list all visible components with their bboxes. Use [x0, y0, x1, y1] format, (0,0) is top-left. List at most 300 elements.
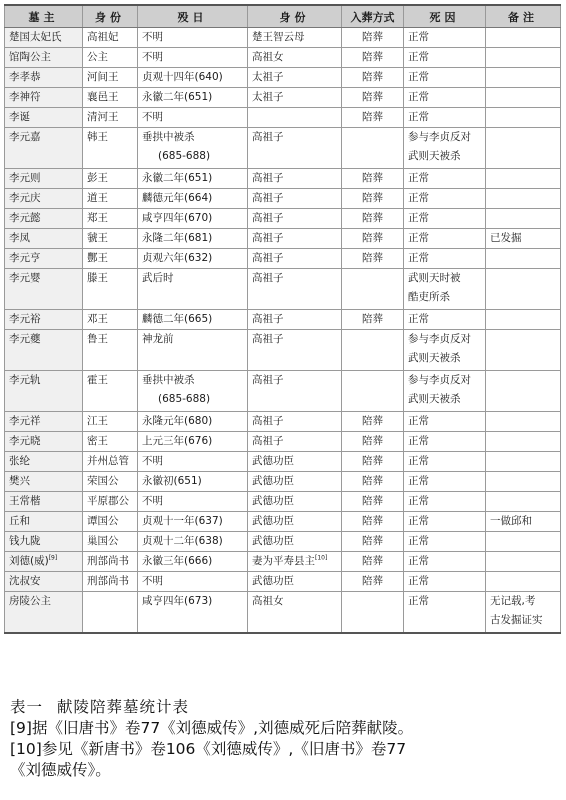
tomb-owner-name: 楚国太妃氏: [9, 31, 62, 43]
caption-title: 献陵陪葬墓统计表: [57, 698, 190, 716]
cell-death-date: [138, 68, 248, 88]
identity-text: 高祖子: [252, 131, 284, 143]
footnote-ref: [10]: [315, 554, 328, 562]
cell-remarks: [486, 532, 561, 552]
cell-burial-method: [342, 209, 404, 229]
cell-title: [83, 68, 138, 88]
tomb-owner-name: 李元嘉: [9, 131, 41, 143]
title-text: 虢王: [87, 232, 108, 244]
identity-text: 太祖子: [252, 91, 284, 103]
cell-tomb-owner: [5, 512, 83, 532]
cell-identity: [248, 572, 342, 592]
tomb-owner-name: 李凤: [9, 232, 30, 244]
death-date-text: 上元三年(676): [142, 435, 213, 447]
cell-remarks: [486, 592, 561, 634]
cell-cause-of-death: [404, 371, 486, 412]
cause-text: 武则天被杀: [408, 393, 461, 405]
table-body: [5, 28, 561, 634]
cell-identity: [248, 371, 342, 412]
tomb-owner-name: 王常楷: [9, 495, 41, 507]
cell-cause-of-death: [404, 472, 486, 492]
death-date-text: 贞观十二年(638): [142, 535, 223, 547]
cell-cause-of-death: [404, 128, 486, 169]
cell-tomb-owner: [5, 229, 83, 249]
cell-title: [83, 592, 138, 634]
cell-identity: [248, 128, 342, 169]
cell-identity: [248, 68, 342, 88]
tomb-statistics-table: [4, 4, 561, 634]
cell-burial-method: [342, 88, 404, 108]
death-date-text: 贞观十一年(637): [142, 515, 223, 527]
burial-method-text: 陪葬: [362, 515, 383, 527]
table-row: [5, 330, 561, 371]
cell-tomb-owner: [5, 472, 83, 492]
death-date-text: 不明: [142, 31, 163, 43]
cell-identity: [248, 310, 342, 330]
tomb-owner-name: 李元则: [9, 172, 41, 184]
cell-tomb-owner: [5, 432, 83, 452]
cell-death-date: [138, 412, 248, 432]
table-row: [5, 189, 561, 209]
cause-text: 正常: [408, 455, 429, 467]
cause-text: 正常: [408, 313, 429, 325]
death-date-text: 不明: [142, 111, 163, 123]
tomb-owner-name: 李元庆: [9, 192, 41, 204]
cell-title: [83, 512, 138, 532]
table-row: [5, 108, 561, 128]
burial-method-text: 陪葬: [362, 455, 383, 467]
tomb-owner-name: 李元轨: [9, 374, 41, 386]
death-date-text: 不明: [142, 495, 163, 507]
table-row: [5, 452, 561, 472]
cell-burial-method: [342, 128, 404, 169]
title-text: 滕王: [87, 272, 108, 284]
cell-tomb-owner: [5, 269, 83, 310]
burial-method-text: 陪葬: [362, 232, 383, 244]
cell-title: [83, 330, 138, 371]
tomb-owner-name: 李元祥: [9, 415, 41, 427]
title-text: 高祖妃: [87, 31, 119, 43]
tomb-owner-name: 沈叔安: [9, 575, 41, 587]
identity-text: 高祖子: [252, 172, 284, 184]
identity-text: 高祖子: [252, 232, 284, 244]
cell-death-date: [138, 128, 248, 169]
cell-burial-method: [342, 371, 404, 412]
cell-identity: [248, 88, 342, 108]
tomb-owner-name: 李元晓: [9, 435, 41, 447]
cell-remarks: [486, 412, 561, 432]
cell-burial-method: [342, 492, 404, 512]
table-row: [5, 310, 561, 330]
cell-burial-method: [342, 108, 404, 128]
cell-cause-of-death: [404, 532, 486, 552]
cell-cause-of-death: [404, 249, 486, 269]
death-date-text: 永徽二年(651): [142, 172, 213, 184]
cell-cause-of-death: [404, 88, 486, 108]
cell-remarks: [486, 48, 561, 68]
burial-method-text: 陪葬: [362, 575, 383, 587]
tomb-owner-name: 李元夔: [9, 333, 41, 345]
cell-tomb-owner: [5, 128, 83, 169]
cell-remarks: [486, 452, 561, 472]
title-text: 清河王: [87, 111, 119, 123]
death-date-text: 麟德元年(664): [142, 192, 213, 204]
table-row: [5, 249, 561, 269]
cell-identity: [248, 452, 342, 472]
remark-text: 已发掘: [490, 232, 522, 244]
header-remarks: 备注: [486, 5, 561, 28]
cell-burial-method: [342, 189, 404, 209]
title-text: 河间王: [87, 71, 119, 83]
death-date-text: 武后时: [142, 272, 174, 284]
title-text: 彭王: [87, 172, 108, 184]
title-text: 荣国公: [87, 475, 119, 487]
cause-text: 正常: [408, 535, 429, 547]
title-text: 谭国公: [87, 515, 119, 527]
cause-text: 正常: [408, 595, 429, 607]
cell-burial-method: [342, 472, 404, 492]
title-text: 襄邑王: [87, 91, 119, 103]
cell-burial-method: [342, 452, 404, 472]
title-text: 霍王: [87, 374, 108, 386]
header-burial-method: 入葬方式: [342, 5, 404, 28]
table-row: [5, 512, 561, 532]
cell-burial-method: [342, 330, 404, 371]
death-date-text: (685-688): [158, 393, 211, 405]
burial-method-text: 陪葬: [362, 51, 383, 63]
identity-text: 武德功臣: [252, 475, 294, 487]
footnote-9: [9]据《旧唐书》卷77《刘德威传》,刘德威死后陪葬献陵。: [10, 719, 414, 737]
burial-method-text: 陪葬: [362, 495, 383, 507]
cell-tomb-owner: [5, 108, 83, 128]
burial-method-text: 陪葬: [362, 415, 383, 427]
identity-text: 武德功臣: [252, 535, 294, 547]
cell-burial-method: [342, 512, 404, 532]
cell-title: [83, 371, 138, 412]
cell-cause-of-death: [404, 229, 486, 249]
title-text: 公主: [87, 51, 108, 63]
burial-method-text: 陪葬: [362, 252, 383, 264]
cell-cause-of-death: [404, 552, 486, 572]
title-text: 邓王: [87, 313, 108, 325]
cell-cause-of-death: [404, 432, 486, 452]
cause-text: 正常: [408, 495, 429, 507]
caption-label: 表一: [10, 698, 44, 716]
cause-text: 正常: [408, 192, 429, 204]
death-date-text: 垂拱中被杀: [142, 131, 195, 143]
cell-death-date: [138, 572, 248, 592]
cell-remarks: [486, 88, 561, 108]
tomb-owner-name: 馆陶公主: [9, 51, 51, 63]
cause-text: 参与李贞反对: [408, 333, 471, 345]
cause-text: 正常: [408, 71, 429, 83]
death-date-text: 不明: [142, 51, 163, 63]
table-row: [5, 88, 561, 108]
cell-cause-of-death: [404, 572, 486, 592]
death-date-text: 神龙前: [142, 333, 174, 345]
cell-identity: [248, 592, 342, 634]
identity-text: 高祖子: [252, 252, 284, 264]
cell-remarks: [486, 249, 561, 269]
table-row: [5, 169, 561, 189]
identity-text: 高祖女: [252, 595, 284, 607]
cause-text: 正常: [408, 31, 429, 43]
cell-death-date: [138, 552, 248, 572]
cause-text: 正常: [408, 91, 429, 103]
cell-tomb-owner: [5, 48, 83, 68]
cell-title: [83, 432, 138, 452]
table-row: [5, 269, 561, 310]
cell-identity: [248, 48, 342, 68]
cell-burial-method: [342, 432, 404, 452]
cell-death-date: [138, 229, 248, 249]
cell-cause-of-death: [404, 492, 486, 512]
cell-death-date: [138, 48, 248, 68]
tomb-owner-name: 李孝恭: [9, 71, 41, 83]
cell-cause-of-death: [404, 412, 486, 432]
cause-text: 正常: [408, 555, 429, 567]
cell-remarks: [486, 209, 561, 229]
identity-text: 高祖女: [252, 51, 284, 63]
identity-text: 高祖子: [252, 333, 284, 345]
table-caption: [10, 697, 560, 718]
tomb-owner-name: 李元亨: [9, 252, 41, 264]
death-date-text: 垂拱中被杀: [142, 374, 195, 386]
cell-title: [83, 108, 138, 128]
cell-identity: [248, 269, 342, 310]
title-text: 巢国公: [87, 535, 119, 547]
cell-cause-of-death: [404, 592, 486, 634]
cell-death-date: [138, 452, 248, 472]
table-row: [5, 209, 561, 229]
identity-text: 楚王智云母: [252, 31, 305, 43]
death-date-text: 贞观十四年(640): [142, 71, 223, 83]
title-text: 酆王: [87, 252, 108, 264]
cell-remarks: [486, 330, 561, 371]
cell-death-date: [138, 472, 248, 492]
table-row: [5, 229, 561, 249]
table-row: [5, 532, 561, 552]
cell-death-date: [138, 371, 248, 412]
cell-title: [83, 28, 138, 48]
cause-text: 正常: [408, 111, 429, 123]
cell-identity: [248, 412, 342, 432]
cell-death-date: [138, 330, 248, 371]
cell-title: [83, 572, 138, 592]
cell-tomb-owner: [5, 209, 83, 229]
cell-identity: [248, 472, 342, 492]
cell-death-date: [138, 108, 248, 128]
table-row: [5, 552, 561, 572]
identity-text: 高祖子: [252, 192, 284, 204]
table-row: [5, 68, 561, 88]
header-title: 身份: [83, 5, 138, 28]
death-date-text: 永徽三年(666): [142, 555, 213, 567]
cell-identity: [248, 249, 342, 269]
cause-text: 正常: [408, 172, 429, 184]
cell-cause-of-death: [404, 68, 486, 88]
cause-text: 正常: [408, 435, 429, 447]
burial-method-text: 陪葬: [362, 111, 383, 123]
title-text: 鲁王: [87, 333, 108, 345]
title-text: 并州总管: [87, 455, 129, 467]
tomb-owner-name: 张纶: [9, 455, 30, 467]
cell-title: [83, 169, 138, 189]
cause-text: 正常: [408, 575, 429, 587]
cell-remarks: [486, 189, 561, 209]
cell-tomb-owner: [5, 68, 83, 88]
remark-text: 古发掘证实: [490, 614, 543, 626]
cell-cause-of-death: [404, 452, 486, 472]
burial-method-text: 陪葬: [362, 71, 383, 83]
cause-text: 酷吏所杀: [408, 291, 450, 303]
table-header-row: [5, 5, 561, 28]
cell-title: [83, 492, 138, 512]
tomb-owner-name: 李神符: [9, 91, 41, 103]
cell-death-date: [138, 88, 248, 108]
cell-title: [83, 48, 138, 68]
cell-burial-method: [342, 572, 404, 592]
cell-tomb-owner: [5, 532, 83, 552]
cell-tomb-owner: [5, 412, 83, 432]
cell-identity: [248, 432, 342, 452]
title-text: 平原郡公: [87, 495, 129, 507]
notes-block: [10, 697, 560, 781]
cell-title: [83, 472, 138, 492]
cell-identity: [248, 512, 342, 532]
identity-text: 高祖子: [252, 272, 284, 284]
cell-identity: [248, 229, 342, 249]
death-date-text: 麟德二年(665): [142, 313, 213, 325]
death-date-text: 永隆元年(680): [142, 415, 213, 427]
cell-remarks: [486, 310, 561, 330]
cell-title: [83, 209, 138, 229]
burial-method-text: 陪葬: [362, 435, 383, 447]
cell-identity: [248, 189, 342, 209]
cell-remarks: [486, 68, 561, 88]
cell-tomb-owner: [5, 552, 83, 572]
table-row: [5, 412, 561, 432]
burial-method-text: 陪葬: [362, 172, 383, 184]
burial-method-text: 陪葬: [362, 91, 383, 103]
cell-cause-of-death: [404, 512, 486, 532]
cell-tomb-owner: [5, 310, 83, 330]
cell-burial-method: [342, 592, 404, 634]
cell-title: [83, 412, 138, 432]
burial-method-text: 陪葬: [362, 212, 383, 224]
footnote-ref: [9]: [48, 554, 58, 562]
cause-text: 正常: [408, 252, 429, 264]
cell-death-date: [138, 432, 248, 452]
cell-remarks: [486, 432, 561, 452]
cell-cause-of-death: [404, 108, 486, 128]
death-date-text: (685-688): [158, 150, 211, 162]
burial-method-text: 陪葬: [362, 535, 383, 547]
cell-burial-method: [342, 48, 404, 68]
death-date-text: 永隆二年(681): [142, 232, 213, 244]
cell-title: [83, 189, 138, 209]
tomb-owner-name: 房陵公主: [9, 595, 51, 607]
cell-remarks: [486, 108, 561, 128]
cell-remarks: [486, 128, 561, 169]
cell-remarks: [486, 371, 561, 412]
cell-identity: [248, 169, 342, 189]
tomb-owner-name: 李诞: [9, 111, 30, 123]
cell-death-date: [138, 269, 248, 310]
footnote-10-cont: 《刘德威传》。: [10, 761, 111, 779]
tomb-owner-name: 李元裕: [9, 313, 41, 325]
cell-identity: [248, 28, 342, 48]
death-date-text: 咸亨四年(670): [142, 212, 213, 224]
tomb-owner-name: 李元婴: [9, 272, 41, 284]
cell-tomb-owner: [5, 492, 83, 512]
cause-text: 正常: [408, 515, 429, 527]
table-row: [5, 28, 561, 48]
identity-text: 武德功臣: [252, 575, 294, 587]
header-cause-of-death: 死因: [404, 5, 486, 28]
cell-cause-of-death: [404, 28, 486, 48]
identity-text: 武德功臣: [252, 495, 294, 507]
tomb-owner-name: 李元懿: [9, 212, 41, 224]
death-date-text: 永徽初(651): [142, 475, 202, 487]
cause-text: 正常: [408, 232, 429, 244]
cell-burial-method: [342, 28, 404, 48]
table-row: [5, 128, 561, 169]
cell-burial-method: [342, 532, 404, 552]
identity-text: 高祖子: [252, 313, 284, 325]
cause-text: 正常: [408, 415, 429, 427]
footnote-10: [10]参见《新唐书》卷106《刘德威传》,《旧唐书》卷77: [10, 740, 407, 758]
cause-text: 参与李贞反对: [408, 131, 471, 143]
cell-tomb-owner: [5, 88, 83, 108]
cell-title: [83, 88, 138, 108]
cell-tomb-owner: [5, 572, 83, 592]
cell-death-date: [138, 512, 248, 532]
cell-cause-of-death: [404, 310, 486, 330]
cell-remarks: [486, 472, 561, 492]
cause-text: 武则天时被: [408, 272, 461, 284]
table-row: [5, 472, 561, 492]
table-row: [5, 572, 561, 592]
identity-text: 高祖子: [252, 435, 284, 447]
cell-identity: [248, 108, 342, 128]
cell-tomb-owner: [5, 189, 83, 209]
identity-text: 高祖子: [252, 212, 284, 224]
header-identity: 身份: [248, 5, 342, 28]
cell-tomb-owner: [5, 330, 83, 371]
cause-text: 正常: [408, 475, 429, 487]
cell-cause-of-death: [404, 330, 486, 371]
cell-remarks: [486, 552, 561, 572]
cell-death-date: [138, 169, 248, 189]
cell-identity: [248, 330, 342, 371]
cell-death-date: [138, 532, 248, 552]
identity-text: 武德功臣: [252, 515, 294, 527]
cell-title: [83, 532, 138, 552]
burial-method-text: 陪葬: [362, 555, 383, 567]
cell-tomb-owner: [5, 28, 83, 48]
cell-death-date: [138, 310, 248, 330]
cell-death-date: [138, 189, 248, 209]
cell-tomb-owner: [5, 452, 83, 472]
cell-tomb-owner: [5, 592, 83, 634]
table-row: [5, 371, 561, 412]
cell-remarks: [486, 492, 561, 512]
cell-title: [83, 229, 138, 249]
cell-burial-method: [342, 229, 404, 249]
title-text: 刑部尚书: [87, 555, 129, 567]
burial-method-text: 陪葬: [362, 192, 383, 204]
